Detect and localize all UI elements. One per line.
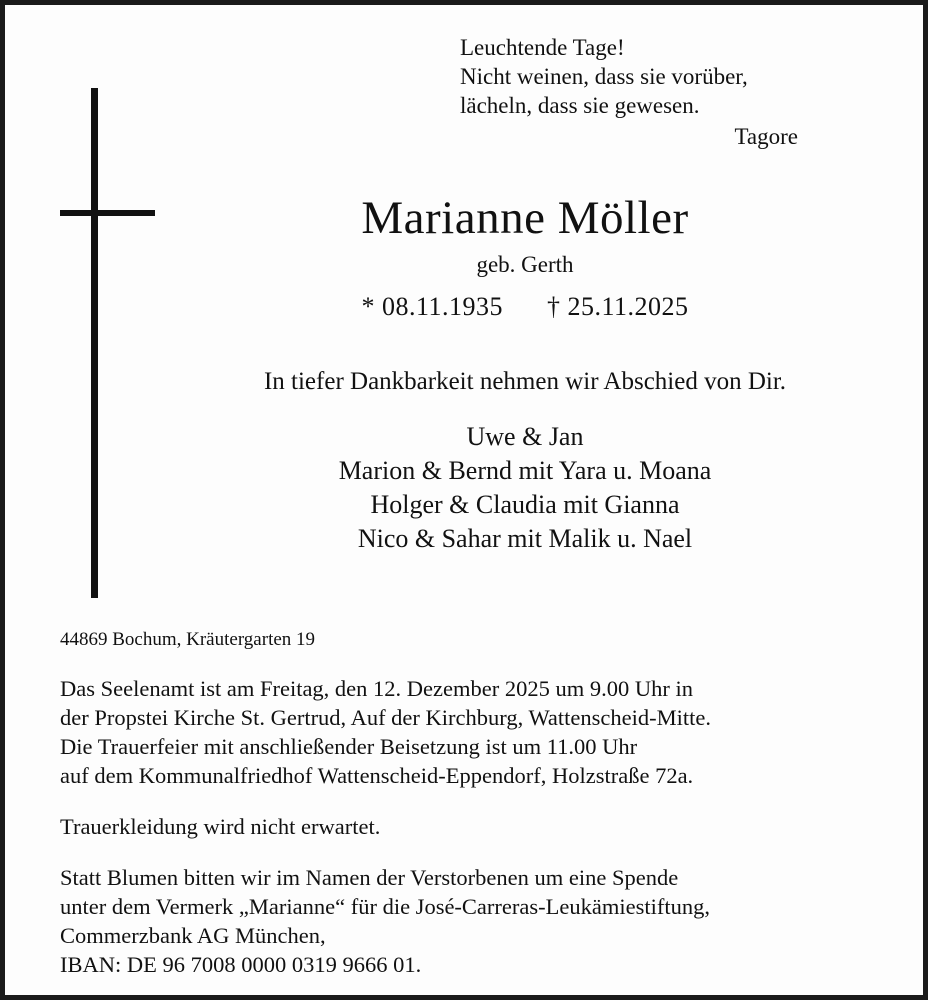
service-line: der Propstei Kirche St. Gertrud, Auf der Kirchburg, Wattenscheid-Mitte. (60, 705, 711, 730)
death-date: † 25.11.2025 (547, 292, 689, 321)
service-line: Das Seelenamt ist am Freitag, den 12. Dezember 2025 um 9.00 Uhr in (60, 676, 693, 701)
deceased-dates (155, 290, 895, 324)
family-line: Marion & Bernd mit Yara u. Moana (338, 456, 712, 485)
deceased-maiden-name: geb. Gerth (476, 252, 574, 277)
tribute-text: In tiefer Dankbarkeit nehmen wir Abschied von Dir. (263, 368, 787, 395)
donation-line: Commerzbank AG München, (60, 923, 326, 948)
donation-iban: IBAN: DE 96 7008 0000 0319 9666 01. (60, 952, 422, 977)
cross-icon (60, 88, 155, 598)
motto-line-2: Nicht weinen, dass sie vorüber, (460, 64, 748, 89)
deceased-block (155, 190, 895, 556)
family-list (155, 420, 895, 556)
birth-date: * 08.11.1935 (361, 292, 503, 321)
donation-details (60, 863, 890, 979)
service-line: Die Trauerfeier mit anschließender Beisetzung ist um 11.00 Uhr (60, 734, 638, 759)
address-text: 44869 Bochum, Kräutergarten 19 (60, 629, 316, 650)
cross-vertical-bar (91, 88, 98, 598)
dress-code-text: Trauerkleidung wird nicht erwartet. (60, 814, 381, 839)
details-block (60, 627, 890, 979)
motto-line-1: Leuchtende Tage! (460, 35, 625, 60)
family-line: Holger & Claudia mit Gianna (370, 490, 680, 519)
service-details (60, 674, 890, 790)
service-line: auf dem Kommunalfriedhof Wattenscheid-Eppendorf, Holzstraße 72a. (60, 763, 694, 788)
deceased-name: Marianne Möller (361, 192, 689, 244)
motto-author: Tagore (734, 124, 798, 149)
motto-block (460, 33, 880, 151)
donation-line: unter dem Vermerk „Marianne“ für die José-Carreras-Leukämiestiftung, (60, 894, 710, 919)
family-line: Nico & Sahar mit Malik u. Nael (357, 524, 693, 553)
donation-line: Statt Blumen bitten wir im Namen der Verstorbenen um eine Spende (60, 865, 679, 890)
motto-line-3: lächeln, dass sie gewesen. (460, 93, 700, 118)
obituary-inner (5, 5, 923, 995)
cross-horizontal-bar (60, 210, 155, 216)
family-line: Uwe & Jan (466, 422, 584, 451)
